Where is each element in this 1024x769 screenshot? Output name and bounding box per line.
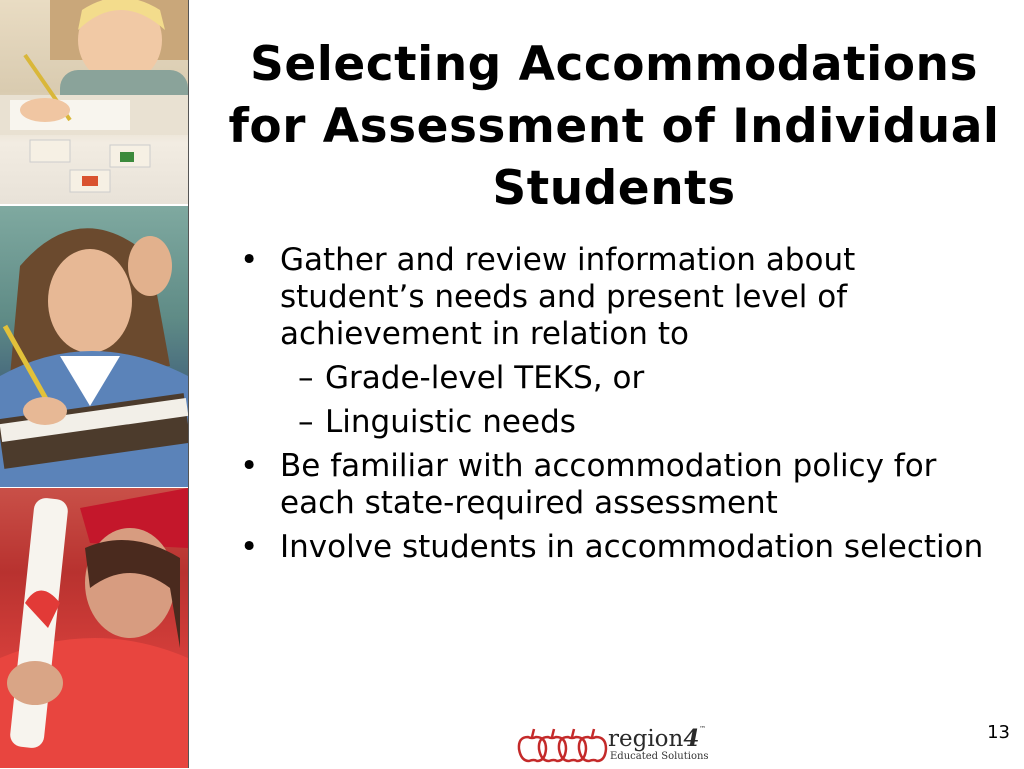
sub-bullet-text: Grade-level TEKS, or	[325, 360, 645, 396]
photo-graduate	[0, 487, 188, 768]
region4-logo	[516, 723, 716, 765]
graduate-illustration	[0, 488, 188, 768]
page-number: 13	[987, 722, 1010, 743]
logo-wordmark: region4	[608, 725, 700, 752]
boy-writing-illustration	[0, 0, 188, 204]
bullet-marker: •	[240, 529, 259, 565]
apple-outline-icon	[516, 723, 608, 765]
bullet-marker: •	[240, 448, 259, 484]
slide-title: Selecting Accommodations for Assessment of Individual Students	[228, 37, 1000, 216]
sub-bullet-item	[240, 360, 1000, 397]
sub-bullet-item	[240, 404, 1000, 441]
sub-bullet-marker: –	[298, 360, 314, 396]
sub-bullet-marker: –	[298, 404, 314, 440]
bullet-text: Gather and review information about student’s needs and present level of achievement in relation to	[280, 242, 856, 352]
bullet-item	[240, 448, 1000, 522]
bullet-item	[240, 242, 1000, 353]
logo-trademark: ™	[699, 725, 706, 733]
girl-studying-illustration	[0, 206, 188, 487]
photo-girl-studying	[0, 205, 188, 487]
logo-tagline: Educated Solutions	[610, 751, 709, 762]
photo-column	[0, 0, 189, 768]
bullet-text: Involve students in accommodation selection	[280, 529, 984, 565]
bullet-item	[240, 529, 1000, 566]
photo-boy-writing	[0, 0, 188, 204]
bullet-marker: •	[240, 242, 259, 278]
bullet-list	[240, 242, 1000, 573]
bullet-text: Be familiar with accommodation policy for each state-required assessment	[280, 448, 937, 521]
sub-bullet-text: Linguistic needs	[325, 404, 576, 440]
